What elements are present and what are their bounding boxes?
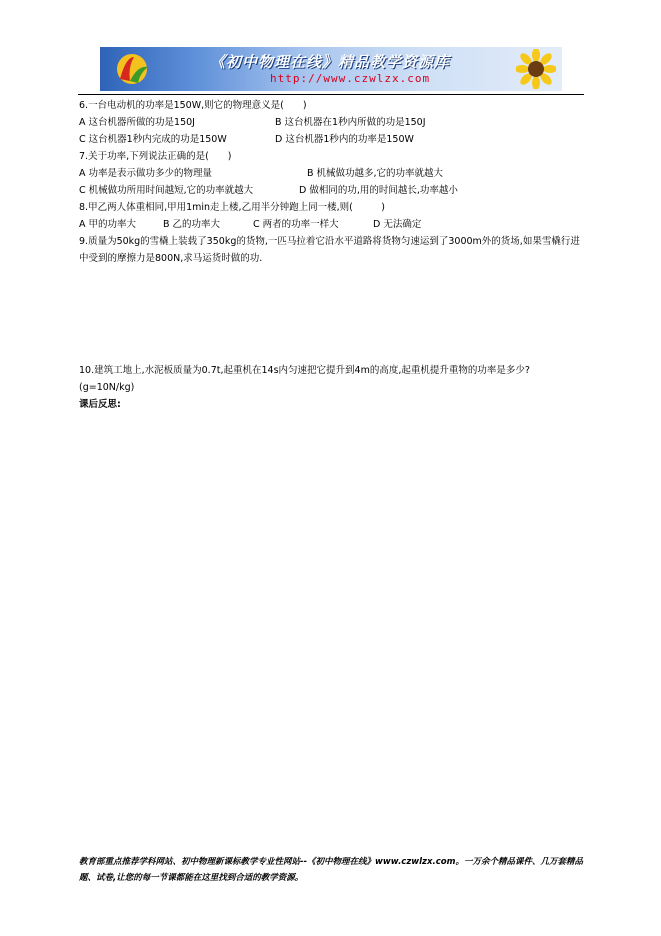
question-8-option-a: A 甲的功率大 [79,219,137,230]
question-7-options-row-2 [79,182,585,199]
sunflower-icon [516,49,556,89]
question-8-options-row [79,216,585,233]
question-7-options-row-1 [79,165,585,182]
question-7-option-b: B 机械做功越多,它的功率就越大 [307,168,444,179]
question-8-option-b: B 乙的功率大 [163,219,221,230]
question-9-stem: 9.质量为50kg的雪橇上装载了350kg的货物,一匹马拉着它沿水平道路将货物匀速运到了3000m外的货场,如果雪橇行进中受到的摩擦力是800N,求马运货时做的功. [79,236,580,264]
question-8-stem: 8.甲乙两人体重相同,甲用1min走上楼,乙用半分钟跑上同一楼,则( ) [79,202,385,213]
reflection-heading: 课后反思: [79,399,121,410]
question-6-option-a: A 这台机器所做的功是150J [79,117,195,128]
footer-note: 教育部重点推荐学科网站、初中物理新课标教学专业性网站--《初中物理在线》www.czwlzx.com。一万余个精品课件、几万套精品题、试卷,让您的每一节课都能在这里找到合适的教学资源。 [79,857,583,883]
question-6-options-row-1 [79,114,585,131]
question-6-options-row-2 [79,131,585,148]
question-10-stem: 10.建筑工地上,水泥板质量为0.7t,起重机在14s内匀速把它提升到4m的高度,起重机提升重物的功率是多少?(g=10N/kg) [79,365,530,393]
header-banner[interactable] [100,47,562,91]
header-divider [78,94,584,95]
question-8-option-c: C 两者的功率一样大 [253,219,339,230]
answer-space-question-9 [79,267,585,362]
question-6-stem: 6.一台电动机的功率是150W,则它的物理意义是( ) [79,100,307,111]
question-6-option-b: B 这台机器在1秒内所做的功是150J [275,117,426,128]
question-8-option-d: D 无法确定 [373,219,422,230]
question-7-option-a: A 功率是表示做功多少的物理量 [79,168,213,179]
question-6-option-c: C 这台机器1秒内完成的功是150W [79,134,227,145]
question-7-stem: 7.关于功率,下列说法正确的是( ) [79,151,232,162]
question-7-option-c: C 机械做功所用时间越短,它的功率就越大 [79,185,254,196]
question-6-option-d: D 这台机器1秒内的功率是150W [275,134,414,145]
banner-title: 《初中物理在线》精品教学资源库 [210,53,451,71]
question-7-option-d: D 做相同的功,用的时间越长,功率越小 [299,185,458,196]
banner-url-link[interactable]: http://www.czwlzx.com [270,72,431,85]
site-logo-icon [110,51,154,87]
question-list [79,97,585,413]
